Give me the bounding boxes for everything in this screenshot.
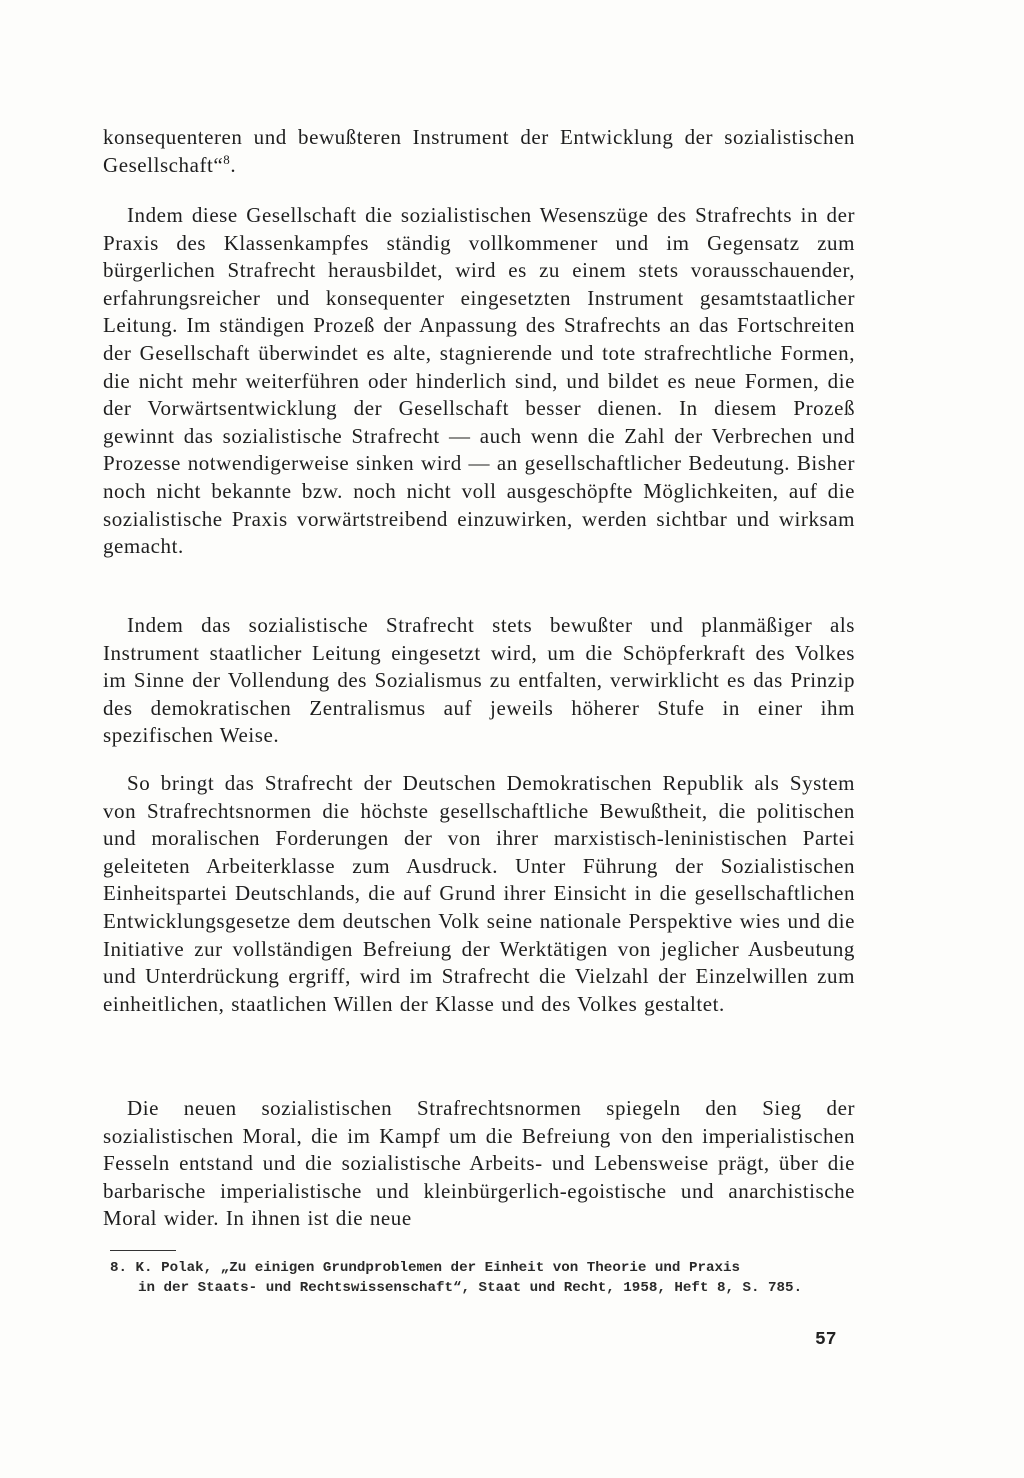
footnote	[110, 1258, 858, 1298]
paragraph: Die neuen sozialistischen Strafrechtsnormen spiegeln den Sieg der sozialistischen Moral, die im Kampf um die Befreiung von den imperialistischen Fesseln entstand und die sozialistische Arbeits- und Lebensweise prägt, über die barbarische imperialistische und kleinbürgerlich-egoistische und anarchistische Moral wider. In ihnen ist die neue	[103, 1096, 855, 1231]
footnote-divider	[110, 1250, 176, 1251]
paragraph: Indem diese Gesellschaft die sozialistischen Wesenszüge des Strafrechts in der Praxis des Klassenkampfes ständig vollkommener und im Gegensatz zum bürgerlichen Strafrecht herausbildet, wird es zu einem stets vorausschauender, erfahrungsreicher und konsequenter eingesetzten Instrument gesamtstaatlicher Leitung. Im ständigen Prozeß der Anpassung des Strafrechts an das Fortschreiten der Gesellschaft überwindet es alte, stagnierende und tote strafrechtliche Formen, die nicht mehr weiterführen oder hinderlich sind, und bildet es neue Formen, die der Vorwärtsentwicklung der Gesellschaft besser dienen. In diesem Prozeß gewinnt das sozialistische Strafrecht — auch wenn die Zahl der Verbrechen und Prozesse notwendigerweise sinken wird — an gesellschaftlicher Bedeutung. Bisher noch nicht bekannte bzw. noch nicht voll ausgeschöpfte Möglichkeiten, auf die sozialistische Praxis vorwärtstreibend einzuwirken, werden sichtbar und wirksam gemacht.	[103, 203, 855, 559]
footnote-line: in der Staats- und Rechtswissenschaft“, Staat und Recht, 1958, Heft 8, S. 785.	[138, 1280, 803, 1296]
paragraph: So bringt das Strafrecht der Deutschen Demokratischen Republik als System von Strafrechtsnormen die höchste gesellschaftliche Bewußtheit, die politischen und moralischen Forderungen der von ihrer marxistisch-leninistischen Partei geleiteten Arbeiterklasse zum Ausdruck. Unter Führung der Sozialistischen Einheitspartei Deutschlands, die auf Grund ihrer Einsicht in die gesellschaftlichen Entwicklungsgesetze dem deutschen Volk seine nationale Perspektive wies und die Initiative zur vollständigen Befreiung der Werktätigen von jeglicher Ausbeutung und Unterdrückung ergriff, wird im Strafrecht die Vielzahl der Einzelwillen zum einheitlichen, staatlichen Willen der Klasse und des Volkes gestaltet.	[103, 771, 855, 1016]
page-number: 57	[815, 1330, 837, 1350]
paragraph: Indem das sozialistische Strafrecht stets bewußter und planmäßiger als Instrument staatlicher Leitung eingesetzt wird, um die Schöpferkraft des Volkes im Sinne der Vollendung des Sozialismus zu entfalten, verwirklicht es das Prinzip des demokratischen Zentralismus auf jeweils höherer Stufe in einer ihm spezifischen Weise.	[103, 613, 855, 748]
footnote-line: 8. K. Polak, „Zu einigen Grundproblemen der Einheit von Theorie und Praxis	[110, 1260, 741, 1276]
paragraph-continuation: konsequenteren und bewußteren Instrument der Entwicklung der sozialistischen Gesellschaft“$^8$.	[103, 125, 855, 177]
footnote-reference: 8	[223, 151, 231, 167]
paragraph-text: konsequenteren und bewußteren Instrument der Entwicklung der sozialistischen Gesellschaft“	[103, 125, 855, 177]
